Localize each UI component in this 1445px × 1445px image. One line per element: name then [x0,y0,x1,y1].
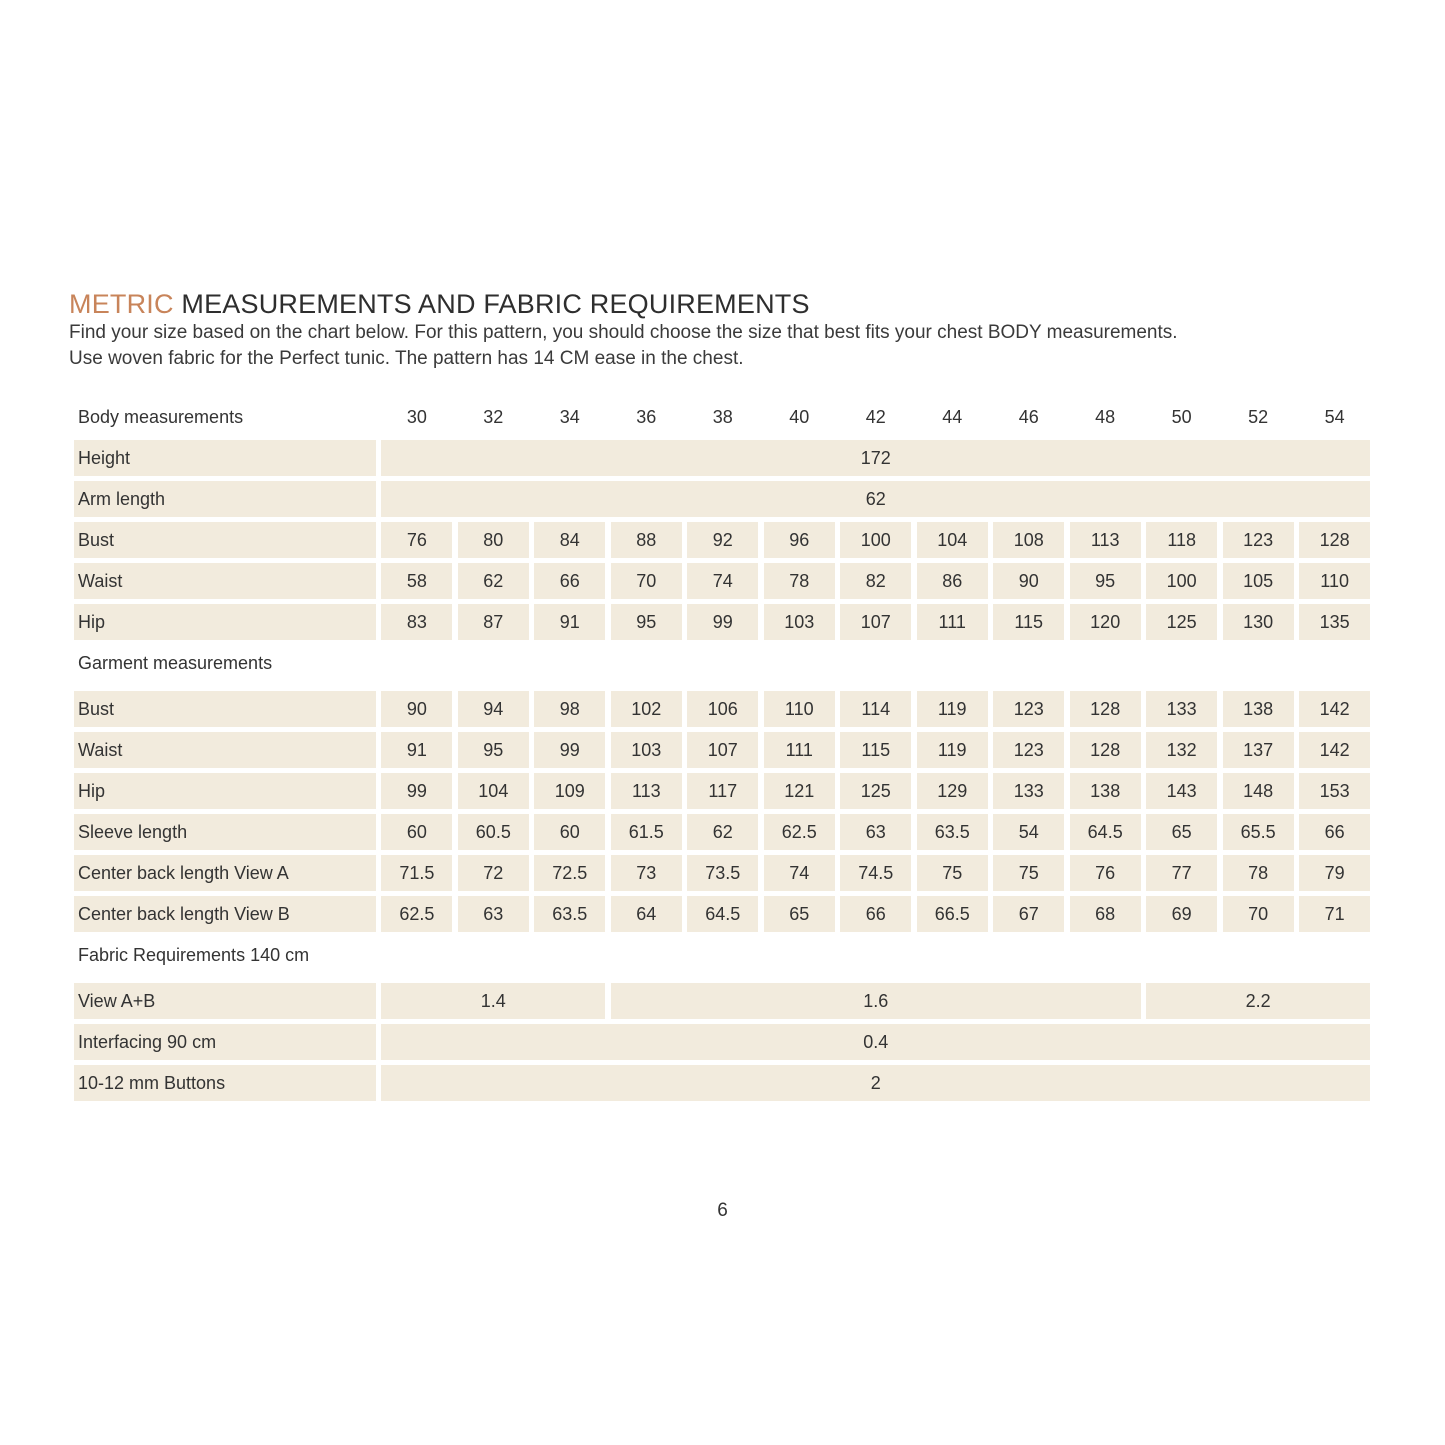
row-label: Waist [74,563,376,599]
size-header-cell: 38 [712,406,733,427]
table-row [74,440,1372,476]
value-cell: 110 [764,691,835,727]
row-label: Body measurements [78,406,244,427]
page-header [69,288,1389,372]
value-cell: 80 [458,522,529,558]
value-cell: 118 [1146,522,1217,558]
value-cell: 62.5 [764,814,835,850]
table-row [74,1065,1372,1101]
value-cell: 128 [1070,732,1141,768]
value-cell: 132 [1146,732,1217,768]
value-cell: 63 [458,896,529,932]
value-cell: 72 [458,855,529,891]
value-cell: 103 [611,732,682,768]
page-title [69,288,1389,320]
value-cell: 75 [993,855,1064,891]
size-header-cell: 46 [1018,406,1039,427]
row-label: Center back length View B [74,896,376,932]
value-cell: 79 [1299,855,1370,891]
value-cell: 88 [611,522,682,558]
section-heading-row [74,645,1372,681]
value-cell: 133 [1146,691,1217,727]
value-cell: 137 [1223,732,1294,768]
row-label: Bust [74,522,376,558]
value-cell: 73 [611,855,682,891]
value-cell: 62 [381,481,1370,517]
table-row [74,773,1372,809]
title-rest: MEASUREMENTS AND FABRIC REQUIREMENTS [173,289,810,319]
table-row [74,481,1372,517]
size-header-cell: 52 [1248,406,1269,427]
value-cell: 71 [1299,896,1370,932]
size-header-cell: 36 [636,406,657,427]
value-cell: 60 [534,814,605,850]
table-row [74,563,1372,599]
size-header-cell: 50 [1171,406,1192,427]
value-cell: 95 [458,732,529,768]
table-row [74,732,1372,768]
value-cell: 62 [458,563,529,599]
value-cell: 123 [993,691,1064,727]
row-label: 10-12 mm Buttons [74,1065,376,1101]
value-cell: 96 [764,522,835,558]
table-row [74,522,1372,558]
value-cell: 142 [1299,732,1370,768]
value-cell: 1.4 [381,983,605,1019]
value-cell: 64 [611,896,682,932]
value-cell: 1.6 [611,983,1141,1019]
value-cell: 123 [993,732,1064,768]
value-cell: 142 [1299,691,1370,727]
size-header-cell: 32 [483,406,504,427]
row-label: Hip [74,773,376,809]
table-row [74,691,1372,727]
value-cell: 62.5 [381,896,452,932]
value-cell: 86 [917,563,988,599]
value-cell: 91 [534,604,605,640]
section-heading: Fabric Requirements 140 cm [78,944,310,965]
value-cell: 65 [1146,814,1217,850]
value-cell: 106 [687,691,758,727]
value-cell: 108 [993,522,1064,558]
value-cell: 63 [840,814,911,850]
value-cell: 83 [381,604,452,640]
value-cell: 67 [993,896,1064,932]
value-cell: 66 [1299,814,1370,850]
row-label: Interfacing 90 cm [74,1024,376,1060]
value-cell: 103 [764,604,835,640]
value-cell: 121 [764,773,835,809]
table-row [74,1024,1372,1060]
value-cell: 2 [381,1065,1370,1101]
value-cell: 120 [1070,604,1141,640]
value-cell: 115 [840,732,911,768]
value-cell: 64.5 [1070,814,1141,850]
value-cell: 100 [840,522,911,558]
value-cell: 113 [1070,522,1141,558]
value-cell: 74 [687,563,758,599]
value-cell: 71.5 [381,855,452,891]
value-cell: 90 [993,563,1064,599]
value-cell: 109 [534,773,605,809]
size-header-cell: 44 [942,406,963,427]
value-cell: 60.5 [458,814,529,850]
size-header-cell: 40 [789,406,810,427]
value-cell: 138 [1223,691,1294,727]
value-cell: 119 [917,691,988,727]
value-cell: 61.5 [611,814,682,850]
value-cell: 84 [534,522,605,558]
value-cell: 113 [611,773,682,809]
row-label: Arm length [74,481,376,517]
value-cell: 82 [840,563,911,599]
value-cell: 104 [458,773,529,809]
value-cell: 95 [611,604,682,640]
value-cell: 70 [611,563,682,599]
value-cell: 74.5 [840,855,911,891]
value-cell: 128 [1299,522,1370,558]
value-cell: 135 [1299,604,1370,640]
table-row [74,855,1372,891]
value-cell: 74 [764,855,835,891]
value-cell: 60 [381,814,452,850]
value-cell: 72.5 [534,855,605,891]
row-label: Height [74,440,376,476]
table-row [74,814,1372,850]
value-cell: 99 [687,604,758,640]
value-cell: 54 [993,814,1064,850]
value-cell: 99 [381,773,452,809]
value-cell: 148 [1223,773,1294,809]
value-cell: 2.2 [1146,983,1370,1019]
size-header-cell: 42 [865,406,886,427]
value-cell: 91 [381,732,452,768]
table-row [74,983,1372,1019]
size-header-cell: 54 [1324,406,1345,427]
value-cell: 66 [840,896,911,932]
value-cell: 95 [1070,563,1141,599]
value-cell: 76 [1070,855,1141,891]
value-cell: 69 [1146,896,1217,932]
value-cell: 0.4 [381,1024,1370,1060]
value-cell: 143 [1146,773,1217,809]
value-cell: 115 [993,604,1064,640]
row-label: Center back length View A [74,855,376,891]
size-chart-table [74,399,1372,1106]
value-cell: 66.5 [917,896,988,932]
value-cell: 102 [611,691,682,727]
value-cell: 66 [534,563,605,599]
value-cell: 117 [687,773,758,809]
value-cell: 114 [840,691,911,727]
value-cell: 99 [534,732,605,768]
value-cell: 107 [840,604,911,640]
value-cell: 138 [1070,773,1141,809]
value-cell: 111 [764,732,835,768]
value-cell: 78 [764,563,835,599]
value-cell: 63.5 [534,896,605,932]
row-label: Hip [74,604,376,640]
value-cell: 119 [917,732,988,768]
value-cell: 128 [1070,691,1141,727]
value-cell: 133 [993,773,1064,809]
value-cell: 92 [687,522,758,558]
size-header-cell: 34 [559,406,580,427]
value-cell: 65.5 [1223,814,1294,850]
section-heading-row [74,937,1372,973]
value-cell: 153 [1299,773,1370,809]
page-number: 6 [717,1200,728,1221]
value-cell: 129 [917,773,988,809]
value-cell: 104 [917,522,988,558]
value-cell: 90 [381,691,452,727]
row-label: View A+B [74,983,376,1019]
size-header-cell: 30 [406,406,427,427]
value-cell: 130 [1223,604,1294,640]
row-label: Bust [74,691,376,727]
value-cell: 111 [917,604,988,640]
title-accent: METRIC [69,289,174,319]
value-cell: 68 [1070,896,1141,932]
value-cell: 87 [458,604,529,640]
value-cell: 78 [1223,855,1294,891]
value-cell: 123 [1223,522,1294,558]
value-cell: 64.5 [687,896,758,932]
value-cell: 65 [764,896,835,932]
header-row [74,399,1372,435]
value-cell: 94 [458,691,529,727]
value-cell: 105 [1223,563,1294,599]
value-cell: 76 [381,522,452,558]
row-label: Sleeve length [74,814,376,850]
value-cell: 172 [381,440,1370,476]
value-cell: 63.5 [917,814,988,850]
intro-line-2: Use woven fabric for the Perfect tunic. The pattern has 14 CM ease in the chest. [69,348,744,369]
value-cell: 98 [534,691,605,727]
value-cell: 107 [687,732,758,768]
value-cell: 100 [1146,563,1217,599]
value-cell: 58 [381,563,452,599]
value-cell: 73.5 [687,855,758,891]
value-cell: 125 [840,773,911,809]
intro-line-1: Find your size based on the chart below. For this pattern, you should choose the size that best fits your chest BODY measurements. [69,322,1178,343]
table-row [74,604,1372,640]
value-cell: 125 [1146,604,1217,640]
row-label: Waist [74,732,376,768]
value-cell: 75 [917,855,988,891]
value-cell: 62 [687,814,758,850]
section-heading: Garment measurements [78,652,273,673]
value-cell: 110 [1299,563,1370,599]
size-header-cell: 48 [1095,406,1116,427]
table-row [74,896,1372,932]
value-cell: 77 [1146,855,1217,891]
value-cell: 70 [1223,896,1294,932]
